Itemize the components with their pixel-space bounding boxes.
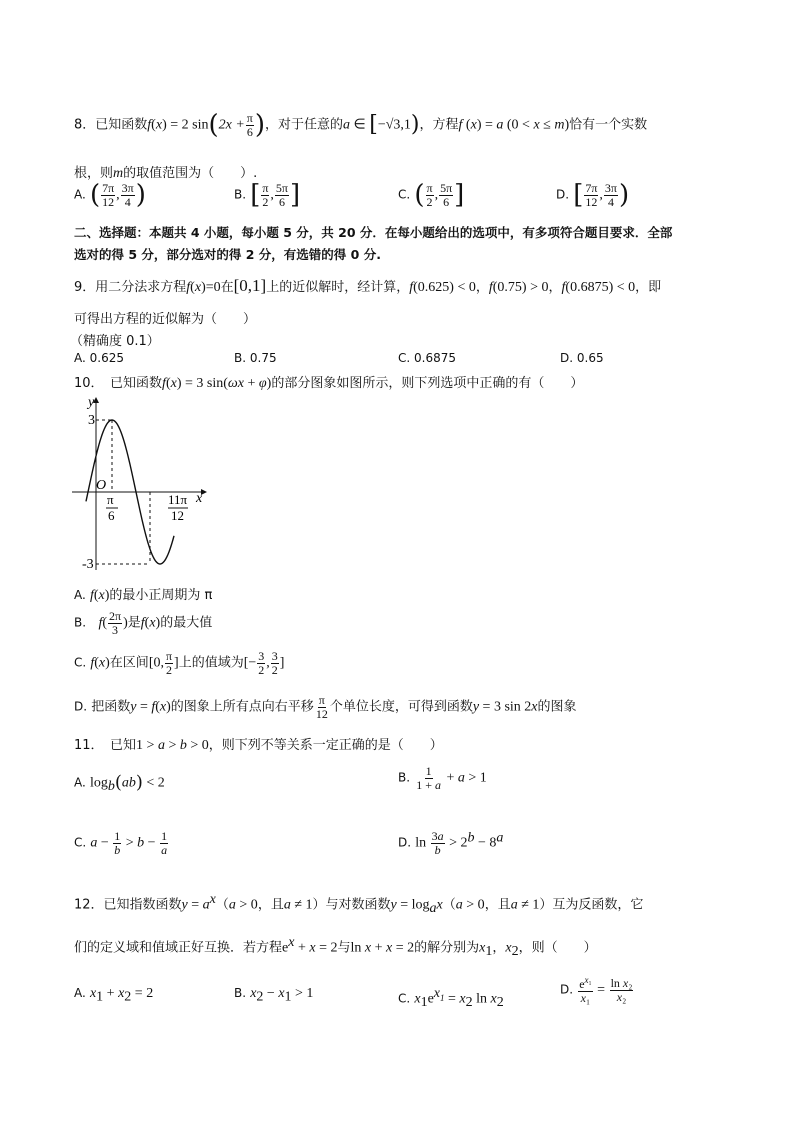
q9-option-d[interactable]: D. 0.65	[560, 351, 604, 365]
q8-line1: 8．已知函数f(x) = 2 sin(2x + $\frac{\pi}{6}$ )，对于任意的a ∈ [−√3,1)，方程f (x) = a (0 < x ≤ m)恰有一个实数	[74, 110, 648, 141]
tick-pi6-num: π	[107, 492, 114, 507]
tick-pi6-den: 6	[108, 508, 115, 523]
q12-option-d[interactable]: D. $\frac{e^{x_1}}{\text{x₁}}$ = $\frac{\text{ln x₂}}{\text{x₂}}$	[560, 975, 633, 1005]
q8-line2: 根，则m的取值范围为（ ）.	[74, 166, 258, 181]
q12-option-b[interactable]: B. $x_2 - x_1 > 1$	[234, 986, 314, 1005]
sine-graph	[70, 394, 210, 574]
q9-precision: （精确度 0.1）	[70, 334, 160, 349]
q11-option-c[interactable]: C. a − $\frac{1}{b}$ > b − $\frac{1}{a}$	[74, 829, 168, 857]
q9-line1: 9．用二分法求方程f(x)=0在[0,1]上的近似解时，经计算，f(0.625) < 0，f(0.75) > 0，f(0.6875) < 0，即	[74, 276, 662, 295]
x-label: x	[196, 491, 203, 506]
q11-option-a[interactable]: A. $\log_b(ab) < 2$	[74, 772, 165, 795]
q11-line1: 11． 已知1 > a > b > 0，则下列不等关系一定正确的是（ ）	[74, 738, 443, 753]
q9-line2: 可得出方程的近似解为（ ）	[74, 312, 257, 327]
q12-line2: 们的定义域和值域正好互换．若方程$e^x + x = 2$与ln x + x = 2的解分别为$x_1$，$x_2$，则（ ）	[74, 935, 597, 959]
q11-option-d[interactable]: D. ln $\frac{3a}{b}$ > $2^b - 8^a$	[398, 829, 504, 857]
tick-11pi12-num: 11π	[168, 492, 188, 507]
q10-line1: 10． 已知函数f(x) = 3 sin(ωx + φ)的部分图象如图所示，则下列选项中正确的有（ ）	[74, 376, 584, 391]
q9-option-a[interactable]: A. 0.625	[74, 351, 124, 365]
y-top-label: 3	[88, 413, 95, 428]
y-label: y	[88, 395, 95, 410]
q9-option-b[interactable]: B. 0.75	[234, 351, 277, 365]
q12-option-a[interactable]: A. $x_1 + x_2 = 2$	[74, 986, 154, 1005]
q8-option-c[interactable]: C. ( $\frac{\pi}{2}$ , $\frac{5\pi}{6}$ ]	[398, 180, 465, 211]
q12-option-c[interactable]: C. $x_1e^{x_1} = x_2$ $\ln x_2$	[398, 986, 504, 1010]
q10-option-a[interactable]: A. f(x)的最小正周期为 π	[74, 588, 213, 603]
origin-label: O	[96, 478, 107, 493]
q10-option-d[interactable]: D. 把函数y = f(x)的图象上所有点向右平移 $\frac{\pi}{12}$ 个单位长度，可得到函数y = 3 sin 2x的图象	[74, 693, 577, 721]
q9-option-c[interactable]: C. 0.6875	[398, 351, 457, 365]
q8-prefix: 8．已知函数	[74, 117, 148, 133]
y-bottom-label: -3	[82, 557, 94, 572]
section2-line2: 选对的得 5 分，部分选对的得 2 分，有选错的得 0 分.	[74, 247, 381, 262]
q8-option-d[interactable]: D. [ $\frac{7\pi}{12}$ , $\frac{3\pi}{4}$ )	[556, 180, 630, 211]
q8-function: f	[147, 117, 152, 133]
q10-option-c[interactable]: C. f(x)在区间[0, $\frac{\pi}{2}$ ]上的值域为[− $\frac{3}{2}$ , $\frac{3}{2}$ ]	[74, 649, 285, 677]
q8-option-b[interactable]: B. [ $\frac{\pi}{2}$ , $\frac{5\pi}{6}$ ]	[234, 180, 301, 211]
q10-option-b[interactable]: B. f( $\frac{2\pi}{3}$ )是f(x)的最大值	[74, 609, 213, 637]
q8-option-a[interactable]: A. ( $\frac{7\pi}{12}$ , $\frac{3\pi}{4}$ )	[74, 180, 146, 211]
section2-line1: 二、选择题：本题共 4 小题，每小题 5 分，共 20 分．在每小题给出的选项中，有多项符合题目要求．全部	[74, 225, 673, 240]
q11-option-b[interactable]: B. $\frac{1}{1 + a}$ + a > 1	[398, 764, 487, 792]
q12-line1: 12．已知指数函数$y = a^x(a > 0$，且a ≠ 1）与对数函数$y = \log_ax(a > 0$，且a ≠ 1）互为反函数，它	[74, 892, 644, 916]
tick-11pi12-den: 12	[171, 508, 184, 523]
